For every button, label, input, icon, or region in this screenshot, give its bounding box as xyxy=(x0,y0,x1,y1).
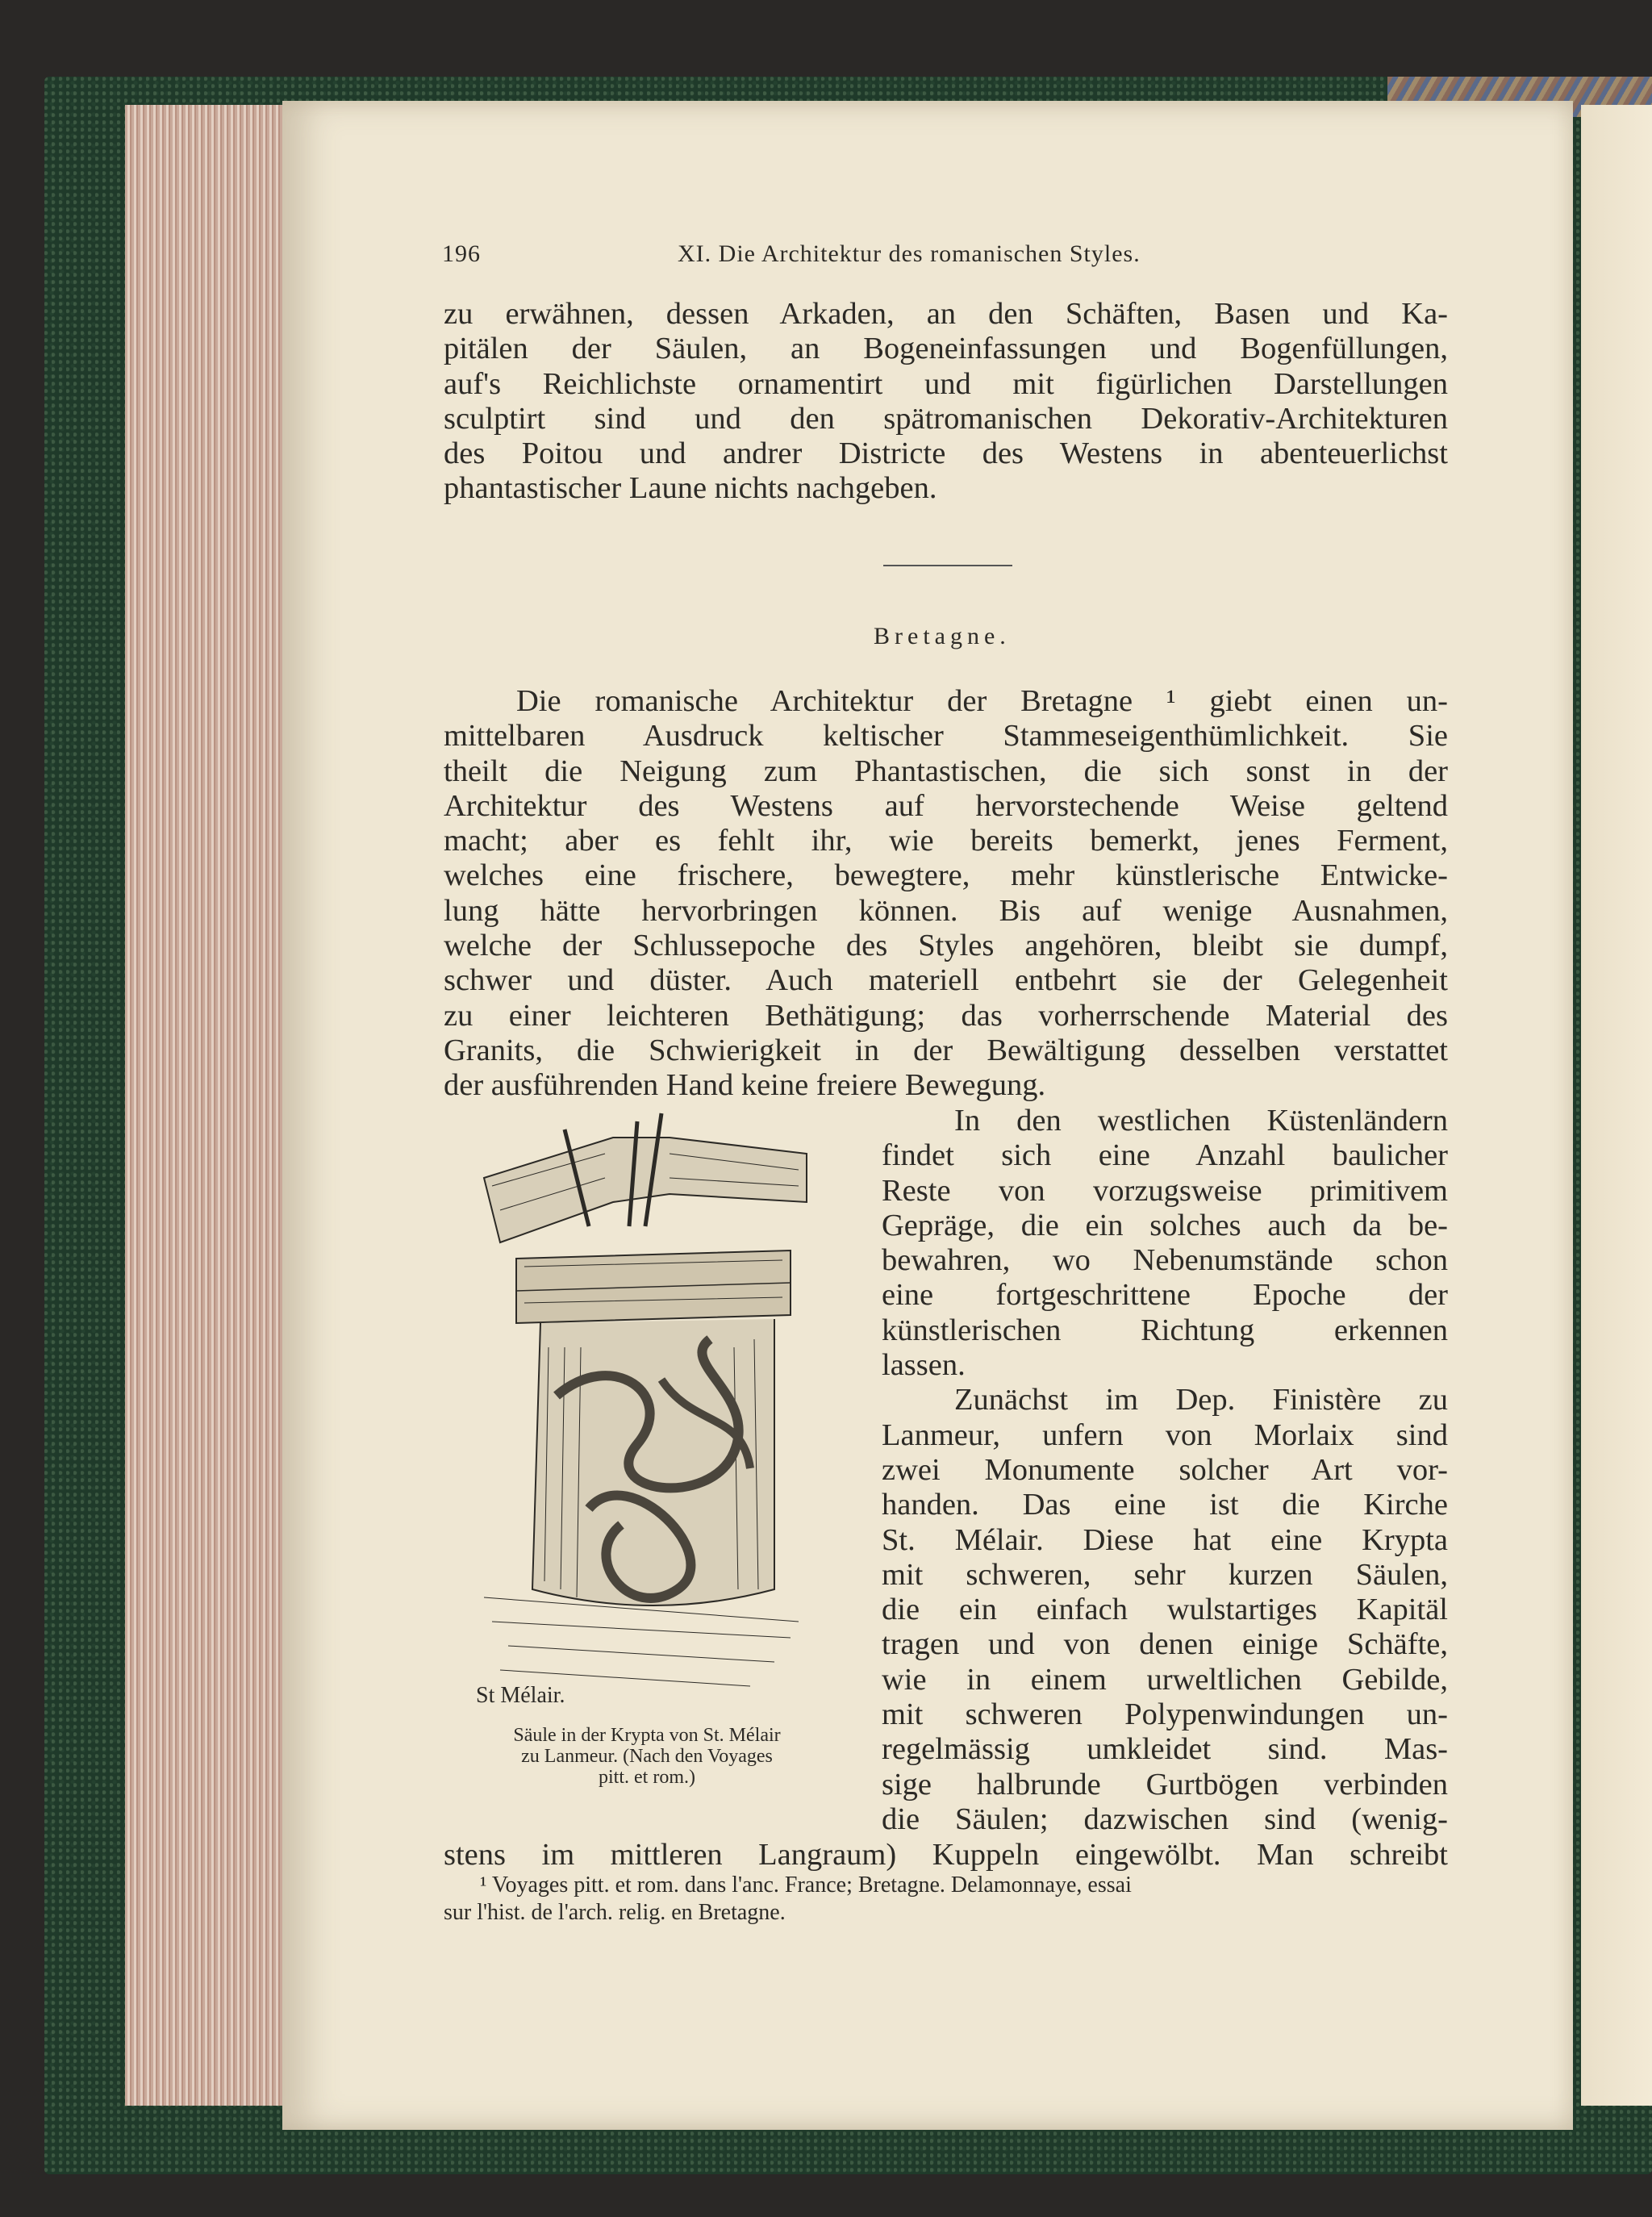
text-line: In den westlichen Küstenländern xyxy=(954,1104,1448,1138)
text-line: lung hätte hervorbringen können. Bis auf wenige Ausnahmen, xyxy=(444,893,1448,928)
text-line: tragen und von denen einige Schäfte, xyxy=(882,1627,1448,1662)
body-paragraph xyxy=(444,684,1448,1104)
text-line: sige halbrunde Gurtbögen verbinden xyxy=(882,1767,1448,1802)
text-line: Granits, die Schwierigkeit in der Bewältigung desselben verstattet xyxy=(444,1033,1448,1067)
closing-paragraph xyxy=(444,1838,1448,1873)
side-paragraph xyxy=(882,1104,1448,1837)
text-line: Architektur des Westens auf hervorstechende Weise geltend xyxy=(444,788,1448,823)
text-line: lassen. xyxy=(882,1348,966,1383)
text-line: phantastischer Laune nichts nachgeben. xyxy=(444,471,937,506)
text-line: zu einer leichteren Bethätigung; das vorherrschende Material des xyxy=(444,998,1448,1033)
text-line: Zunächst im Dep. Finistère zu xyxy=(954,1383,1448,1417)
text-line: wie in einem urweltlichen Gebilde, xyxy=(882,1662,1448,1697)
caption-line: zu Lanmeur. (Nach den Voyages xyxy=(521,1746,773,1767)
figure-signature: St Mélair. xyxy=(476,1683,565,1708)
text-line: theilt die Neigung zum Phantastischen, die sich sonst in der xyxy=(444,754,1448,788)
text-line: mittelbaren Ausdruck keltischer Stammeseigenthümlichkeit. Sie xyxy=(444,719,1448,754)
running-title: XI. Die Architektur des romanischen Styles. xyxy=(678,240,1141,267)
text-line: des Poitou und andrer Districte des Westens in abenteuerlichst xyxy=(444,436,1448,471)
caption-line: pitt. et rom.) xyxy=(599,1767,695,1788)
text-line: zu erwähnen, dessen Arkaden, an den Schäften, Basen und Ka- xyxy=(444,297,1448,331)
text-line: bewahren, wo Nebenumstände schon xyxy=(882,1243,1448,1278)
footnote xyxy=(444,1872,1448,1927)
text-line: die Säulen; dazwischen sind (wenig- xyxy=(882,1802,1448,1836)
text-line: Reste von vorzugsweise primitivem xyxy=(882,1173,1448,1208)
text-line: Die romanische Architektur der Bretagne ¹ giebt einen un- xyxy=(516,684,1448,718)
section-divider xyxy=(883,565,1012,566)
text-line: auf's Reichlichste ornamentirt und mit figürlichen Darstellungen xyxy=(444,366,1448,401)
figure-caption xyxy=(461,1725,832,1788)
text-line: handen. Das eine ist die Kirche xyxy=(882,1488,1448,1522)
text-line: findet sich eine Anzahl baulicher xyxy=(882,1138,1448,1173)
text-line: künstlerischen Richtung erkennen xyxy=(882,1313,1448,1347)
text-line: Lanmeur, unfern von Morlaix sind xyxy=(882,1417,1448,1452)
text-line: mit schweren, sehr kurzen Säulen, xyxy=(882,1557,1448,1592)
footnote-line: sur l'hist. de l'arch. relig. en Bretagne. xyxy=(444,1900,786,1925)
text-line: macht; aber es fehlt ihr, wie bereits bemerkt, jenes Ferment, xyxy=(444,824,1448,858)
text-line: St. Mélair. Diese hat eine Krypta xyxy=(882,1522,1448,1557)
text-line: der ausführenden Hand keine freiere Bewegung. xyxy=(444,1068,1046,1103)
text-line: schwer und düster. Auch materiell entbehrt sie der Gelegenheit xyxy=(444,963,1448,998)
text-line: stens im mittleren Langraum) Kuppeln eingewölbt. Man schreibt xyxy=(444,1838,1448,1872)
text-line: eine fortgeschrittene Epoche der xyxy=(882,1278,1448,1313)
section-title: Bretagne. xyxy=(874,623,1011,649)
text-line: regelmässig umkleidet sind. Mas- xyxy=(882,1732,1448,1767)
text-line: mit schweren Polypenwindungen un- xyxy=(882,1697,1448,1732)
column-illustration xyxy=(468,1105,823,1718)
footnote-line: ¹ Voyages pitt. et rom. dans l'anc. France; Bretagne. Delamonnaye, essai xyxy=(480,1873,1132,1898)
text-line: sculptirt sind und den spätromanischen Dekorativ-Architekturen xyxy=(444,401,1448,436)
page-edges-right xyxy=(1581,105,1652,2106)
intro-paragraph xyxy=(444,297,1448,507)
text-line: die ein einfach wulstartiges Kapitäl xyxy=(882,1593,1448,1627)
page-edges-left xyxy=(125,105,286,2106)
text-line: welches eine frischere, bewegtere, mehr künstlerische Entwicke- xyxy=(444,858,1448,893)
text-line: Gepräge, die ein solches auch da be- xyxy=(882,1208,1448,1242)
caption-line: Säule in der Krypta von St. Mélair xyxy=(513,1725,781,1746)
text-line: pitälen der Säulen, an Bogeneinfassungen und Bogenfüllungen, xyxy=(444,332,1448,366)
text-line: zwei Monumente solcher Art vor- xyxy=(882,1452,1448,1487)
page-number: 196 xyxy=(442,240,481,267)
text-line: welche der Schlussepoche des Styles angehören, bleibt sie dumpf, xyxy=(444,929,1448,963)
